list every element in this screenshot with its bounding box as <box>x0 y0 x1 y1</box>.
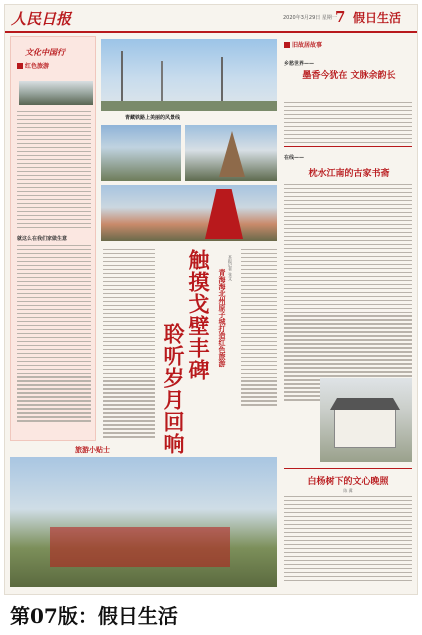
divider <box>284 146 412 147</box>
kicker-2: 在线—— <box>284 155 305 161</box>
author-3: 陈 冀 <box>343 488 353 493</box>
newspaper-logo: 人民日报 <box>11 10 72 28</box>
article-text <box>284 184 412 403</box>
page-name: 假日生活 <box>353 11 402 25</box>
article-text <box>284 496 412 584</box>
masthead <box>5 5 418 33</box>
section-tag-red-tourism <box>17 61 49 70</box>
steppe-photo <box>185 125 277 181</box>
issue-date: 2020年3月29日 星期一 <box>283 15 337 21</box>
tower-photo <box>101 39 277 111</box>
section-label: 旧故居故事 <box>292 42 323 49</box>
tips-title: 旅游小贴士 <box>75 446 110 454</box>
vertical-title-2: 聆听岁月回响 <box>161 323 186 455</box>
article-text <box>103 249 155 440</box>
square-icon <box>284 42 290 48</box>
section-tag-old-residence <box>284 40 322 49</box>
edition-label: 第07版：假日生活 <box>10 604 178 628</box>
divider <box>284 468 412 469</box>
headline-2: 枕水江南的古家书斋 <box>308 169 390 179</box>
right-column <box>280 36 416 588</box>
page-number: 7 <box>335 8 346 26</box>
aerial-photo <box>10 457 277 587</box>
horse-photo <box>101 125 181 181</box>
photo-caption: 青藏铁路上美丽的风景线 <box>125 115 181 121</box>
section-label: 红色旅游 <box>25 63 50 70</box>
newspaper-page <box>4 4 418 595</box>
vertical-title-1: 触摸戈壁丰碑 <box>186 249 211 381</box>
headline-1: 墨香今犹在 文脉余韵长 <box>302 71 396 81</box>
landscape-photo <box>19 81 93 105</box>
monument-photo <box>101 185 277 241</box>
article-text <box>17 111 91 231</box>
square-icon <box>17 63 23 69</box>
byline: 本报记者 张文 <box>228 255 233 281</box>
article-text <box>17 245 91 424</box>
subhead-1: 就这么在我们家做生意 <box>17 236 68 242</box>
vertical-subtitle: 青海海北州原子城打造红色旅游 <box>218 269 226 367</box>
red-tourism-column <box>10 36 96 441</box>
kicker-1: 乡愁世界—— <box>284 61 315 67</box>
column-logo: 文化中国行 <box>25 47 65 57</box>
headline-3: 白杨树下的文心晚照 <box>307 477 389 487</box>
article-text <box>241 249 277 408</box>
residence-photo <box>320 378 412 462</box>
article-text <box>284 102 412 146</box>
